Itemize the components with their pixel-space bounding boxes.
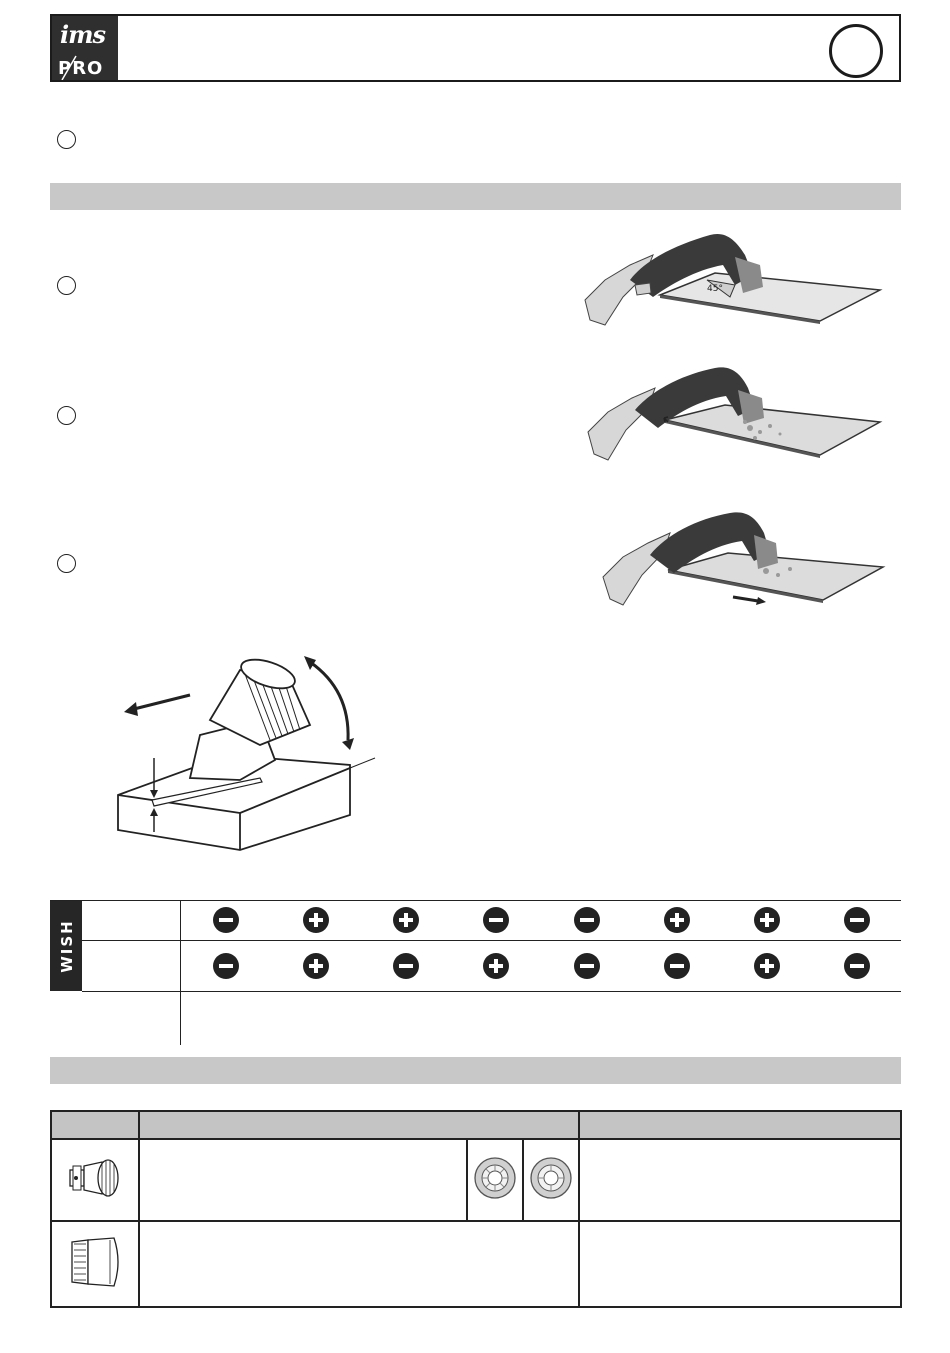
logo-ims-text: ims xyxy=(60,20,106,49)
parts-table-header xyxy=(51,1111,901,1139)
wish-top-rule xyxy=(50,900,901,901)
nozzle-icon xyxy=(64,1232,126,1292)
table-row xyxy=(51,1221,901,1307)
logo-pro-text: PRO xyxy=(58,58,104,79)
language-circle-icon xyxy=(829,24,883,78)
step-1-circle-icon xyxy=(57,276,76,295)
table-row xyxy=(51,1139,901,1221)
minus-icon xyxy=(574,953,600,979)
angle-45-label: 45° xyxy=(707,284,723,294)
plus-icon xyxy=(483,953,509,979)
electrode-icon xyxy=(64,1152,126,1204)
minus-icon xyxy=(574,907,600,933)
minus-icon xyxy=(483,907,509,933)
header-cell-description xyxy=(139,1111,579,1139)
swirl-ring-b-icon xyxy=(529,1156,573,1200)
nozzle-image-cell xyxy=(51,1221,139,1307)
minus-icon xyxy=(393,953,419,979)
header-frame xyxy=(50,14,901,82)
plus-icon xyxy=(303,907,329,933)
swirl-ring-a-icon xyxy=(473,1156,517,1200)
torch-drag-illustration xyxy=(598,505,888,615)
wish-mid-rule xyxy=(82,940,901,941)
minus-icon xyxy=(213,953,239,979)
step-3-circle-icon xyxy=(57,554,76,573)
minus-icon xyxy=(664,953,690,979)
step-2-circle-icon xyxy=(57,406,76,425)
parts-table xyxy=(50,1110,902,1308)
minus-icon xyxy=(213,907,239,933)
minus-icon xyxy=(844,953,870,979)
header-cell-image xyxy=(51,1111,139,1139)
torch-45-degree-illustration xyxy=(575,225,885,335)
wish-divider xyxy=(180,900,181,1045)
plus-icon xyxy=(303,953,329,979)
plus-icon xyxy=(664,907,690,933)
swirl-ring-a-cell xyxy=(467,1139,523,1221)
torch-pierce-illustration xyxy=(580,360,885,470)
header-cell-remarks xyxy=(579,1111,901,1139)
electrode-description-cell xyxy=(139,1139,467,1221)
wish-label: WISH xyxy=(58,919,76,973)
plus-icon xyxy=(393,907,419,933)
nozzle-remarks-cell xyxy=(579,1221,901,1307)
electrode-image-cell xyxy=(51,1139,139,1221)
electrode-remarks-cell xyxy=(579,1139,901,1221)
bullet-circle-icon xyxy=(57,130,76,149)
plus-icon xyxy=(754,953,780,979)
nozzle-description-cell xyxy=(139,1221,579,1307)
minus-icon xyxy=(844,907,870,933)
ims-pro-logo xyxy=(52,16,118,80)
nozzle-cut-diagram xyxy=(110,650,385,860)
section-bar-consumables xyxy=(50,1057,901,1084)
wish-bottom-rule xyxy=(82,991,901,992)
swirl-ring-b-cell xyxy=(523,1139,579,1221)
wish-tab xyxy=(50,901,82,991)
section-bar-cutting xyxy=(50,183,901,210)
plus-icon xyxy=(754,907,780,933)
